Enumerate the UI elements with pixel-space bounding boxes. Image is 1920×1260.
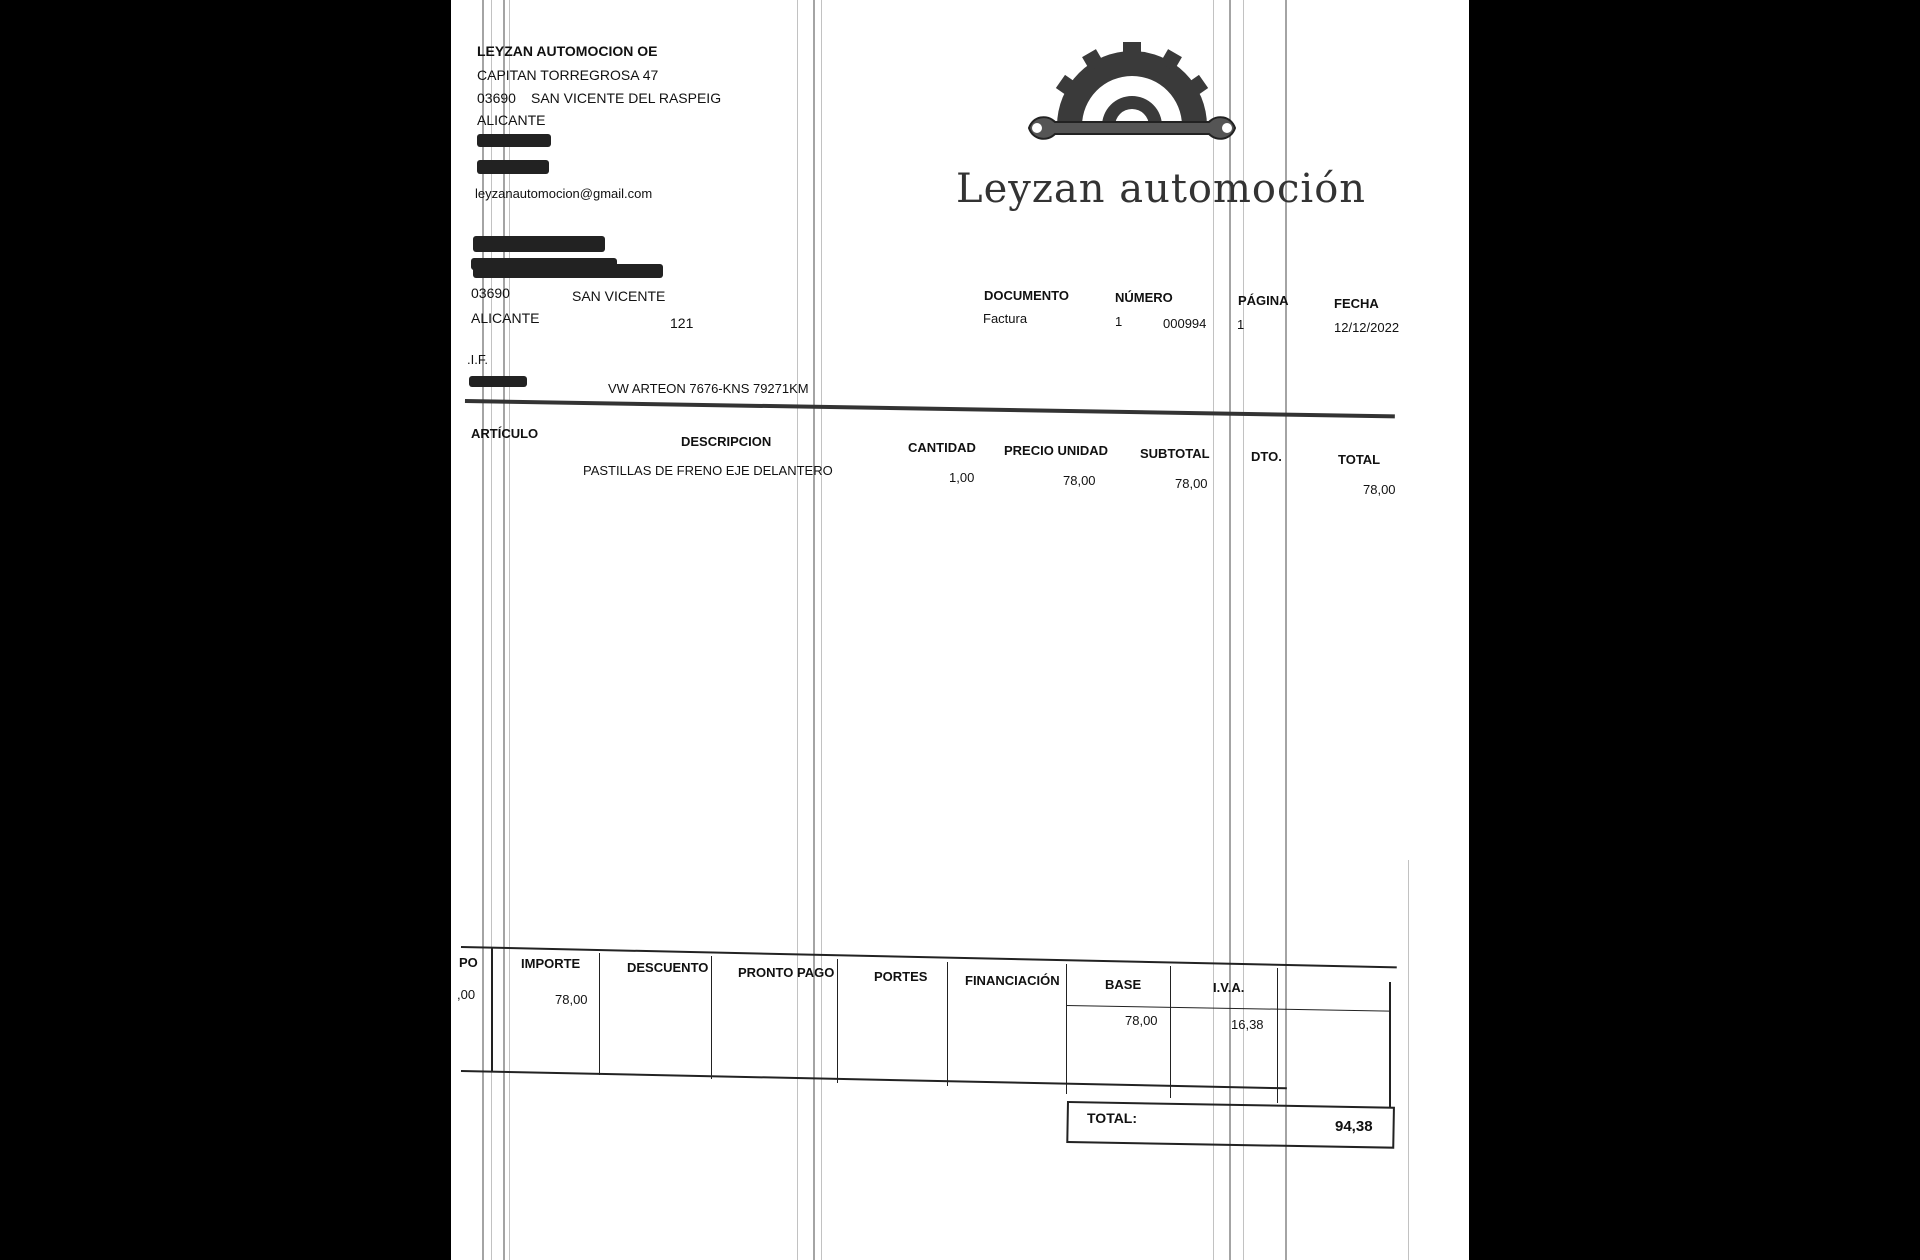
item-total: 78,00 [1363,482,1396,497]
totals-table-right [1389,982,1391,1108]
totals-col-pronto-pago: PRONTO PAGO [738,965,835,980]
totals-col-divider [1066,964,1067,1094]
client-postcode: 03690 [471,285,510,301]
totals-col-financiacion: FINANCIACIÓN [965,973,1060,988]
col-precio: PRECIO UNIDAD [1004,443,1109,458]
client-nif-label: .I.F. [467,352,488,367]
totals-tipo: ,00 [457,987,476,1002]
header-separator [465,399,1395,418]
label-fecha: FECHA [1334,296,1379,311]
client-vehicle: VW ARTEON 7676-KNS 79271KM [608,381,809,396]
document-number: 000994 [1163,316,1207,331]
company-postcode: 03690 [477,90,516,106]
totals-header-rule [1066,1005,1390,1012]
label-documento: DOCUMENTO [984,288,1069,303]
item-descripcion: PASTILLAS DE FRENO EJE DELANTERO [583,463,833,478]
label-numero: NÚMERO [1115,290,1173,305]
item-subtotal: 78,00 [1175,476,1208,491]
col-cantidad: CANTIDAD [908,440,976,455]
totals-col-divider [947,962,948,1086]
col-descripcion: DESCRIPCION [681,434,772,449]
brand-name: Leyzan automoción [956,166,1367,212]
totals-col-divider [837,959,838,1083]
document-date: 12/12/2022 [1334,320,1400,335]
redacted-client-name [473,236,605,252]
totals-iva: 16,38 [1231,1017,1264,1032]
col-articulo: ARTÍCULO [471,426,539,441]
totals-col-divider [1277,968,1278,1103]
scan-streak [813,0,815,1260]
totals-col-portes: PORTES [874,969,928,984]
scan-streak [821,0,822,1260]
redacted-nif [469,376,527,387]
totals-col-tipo: PO [459,955,478,970]
totals-col-base: BASE [1105,977,1142,992]
totals-col-importe: IMPORTE [521,956,581,971]
document-page: 1 [1237,317,1245,332]
document-type: Factura [983,311,1028,326]
totals-base: 78,00 [1125,1013,1158,1028]
company-province: ALICANTE [477,112,546,128]
totals-importe: 78,00 [555,992,588,1007]
totals-col-divider [1170,966,1171,1098]
client-province: ALICANTE [471,310,540,326]
redacted-phone [477,134,551,147]
company-name: LEYZAN AUTOMOCION OE [477,43,658,59]
gear-wrench-icon [1007,36,1257,166]
totals-col-divider [599,953,600,1075]
document-serie: 1 [1115,314,1123,329]
redacted-client-address [473,264,663,278]
label-pagina: PÁGINA [1238,293,1289,308]
scan-streak [1408,860,1409,1260]
client-number: 121 [670,315,694,331]
grand-total-value: 94,38 [1335,1118,1373,1135]
col-subtotal: SUBTOTAL [1140,446,1210,461]
company-street: CAPITAN TORREGROSA 47 [477,67,659,83]
totals-col-divider [491,948,493,1072]
invoice-page [451,0,1469,1260]
company-email: leyzanautomocion@gmail.com [475,186,653,201]
redacted-fax [477,160,549,174]
grand-total-label: TOTAL: [1087,1110,1138,1126]
col-dto: DTO. [1251,449,1282,464]
item-cantidad: 1,00 [949,470,975,485]
totals-col-divider [711,956,712,1079]
totals-col-iva: I.V.A. [1213,980,1245,995]
company-city: SAN VICENTE DEL RASPEIG [531,90,722,106]
col-total: TOTAL [1338,452,1381,467]
client-city: SAN VICENTE [572,288,666,304]
item-precio: 78,00 [1063,473,1096,488]
totals-table-bottom [461,1070,1287,1089]
totals-col-descuento: DESCUENTO [627,960,709,975]
totals-table-top [461,946,1397,968]
scan-streak [797,0,798,1260]
